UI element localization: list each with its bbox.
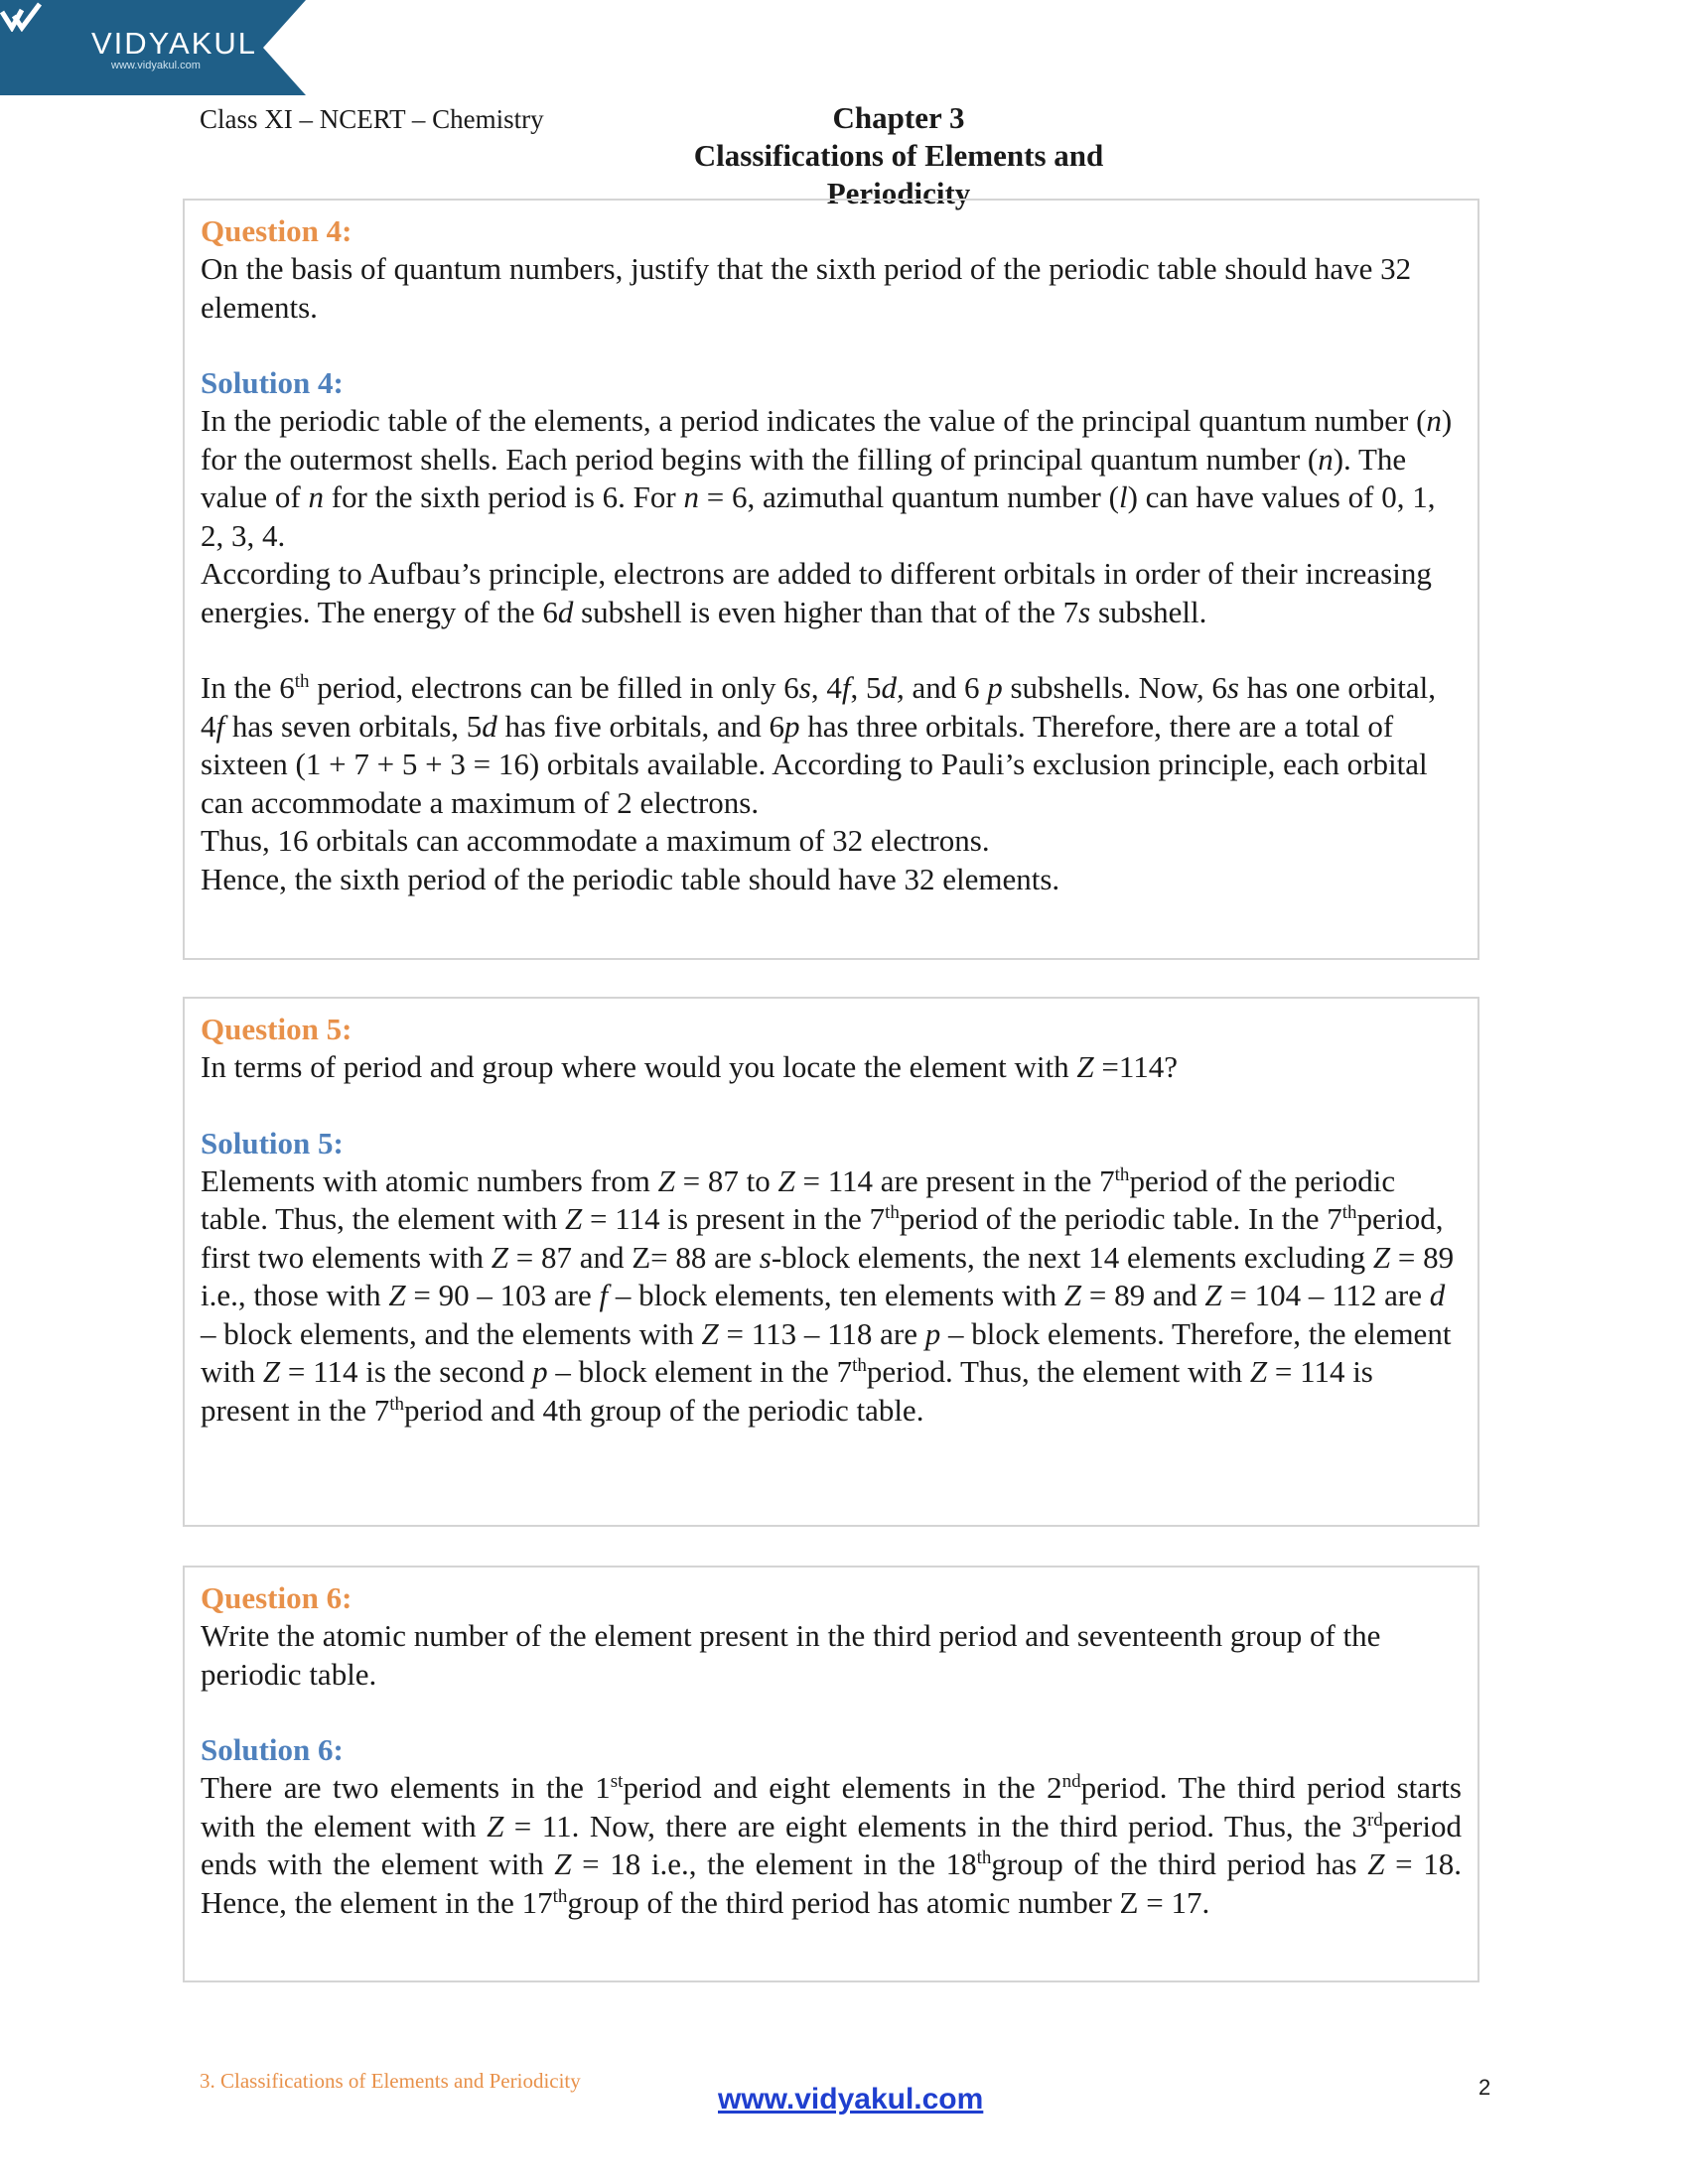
solution-title: Solution 6: xyxy=(201,1732,344,1767)
solution-paragraph: In the periodic table of the elements, a period indicates the value of the principal quantum number (n) for the outermost shells. Each period begins with the filling of principal quantum number (n). The value of n for the sixth period is 6. For n = 6, azimuthal quantum number (l) can have values of 0, 1, 2, 3, 4. xyxy=(201,403,1453,553)
question-text: On the basis of quantum numbers, justify that the sixth period of the periodic table should have 32 elements. xyxy=(201,251,1412,325)
solution-paragraph: Thus, 16 orbitals can accommodate a maximum of 32 electrons. xyxy=(201,823,990,858)
footer-website-link[interactable]: www.vidyakul.com xyxy=(718,2083,984,2116)
solution-title: Solution 5: xyxy=(201,1125,344,1160)
solution-paragraph: Hence, the sixth period of the periodic table should have 32 elements. xyxy=(201,861,1060,896)
class-subject-label: Class XI – NCERT – Chemistry xyxy=(200,104,544,134)
question-title: Question 6: xyxy=(201,1580,352,1615)
qa-block-6 xyxy=(183,1566,1479,1982)
question-text: Write the atomic number of the element present in the third period and seventeenth group of the periodic table. xyxy=(201,1618,1381,1692)
qa-block-5 xyxy=(183,997,1479,1527)
chapter-heading xyxy=(629,99,1169,212)
solution-paragraph: According to Aufbau’s principle, electrons are added to different orbitals in order of their increasing energies. The energy of the 6d subshell is even higher than that of the 7s subshell. xyxy=(201,556,1432,629)
page-number: 2 xyxy=(1478,2075,1491,2100)
solution-title: Solution 4: xyxy=(201,365,344,400)
logo-name: VIDYAKUL xyxy=(91,26,258,61)
question-text: In terms of period and group where would you locate the element with Z =114? xyxy=(201,1049,1178,1084)
qa-block-4 xyxy=(183,199,1479,960)
logo-check-icon xyxy=(0,0,44,32)
solution-paragraph: There are two elements in the 1stperiod and eight elements in the 2ndperiod. The third period starts with the element with Z = 11. Now, there are eight elements in the third period. Thus, the 3rdperiod ends with the element with Z = 18 i.e., the element in the 18thgroup of the third period has Z = 18. Hence, the element in the 17thgroup of the third period has atomic number Z = 17. xyxy=(201,1770,1463,1920)
footer-chapter-label: 3. Classifications of Elements and Periodicity xyxy=(200,2069,581,2093)
question-title: Question 4: xyxy=(201,213,352,248)
solution-paragraph: Elements with atomic numbers from Z = 87 to Z = 114 are present in the 7thperiod of the periodic table. Thus, the element with Z = 114 is present in the 7thperiod of the periodic table. In the 7thperiod, first two elements with Z = 87 and Z= 88 are s-block elements, the next 14 elements excluding Z = 89 i.e., those with Z = 90 – 103 are f – block elements, ten elements with Z = 89 and Z = 104 – 112 are d – block elements, and the elements with Z = 113 – 118 are p – block elements. Therefore, the element with Z = 114 is the second p – block element in the 7thperiod. Thus, the element with Z = 114 is present in the 7thperiod and 4th group of the periodic table. xyxy=(201,1162,1455,1428)
chapter-number: Chapter 3 xyxy=(832,100,965,135)
chapter-title: Classifications of Elements and Periodicity xyxy=(693,138,1104,210)
vidyakul-logo-banner xyxy=(0,0,308,95)
solution-paragraph: In the 6th period, electrons can be filled in only 6s, 4f, 5d, and 6 p subshells. Now, 6s has one orbital, 4f has seven orbitals, 5d has five orbitals, and 6p has three orbitals. Therefore, there are a total of sixteen (1 + 7 + 5 + 3 = 16) orbitals available. According to Pauli’s exclusion principle, each orbital can accommodate a maximum of 2 electrons. xyxy=(201,670,1437,820)
logo-url: www.vidyakul.com xyxy=(111,60,201,71)
question-title: Question 5: xyxy=(201,1012,352,1046)
